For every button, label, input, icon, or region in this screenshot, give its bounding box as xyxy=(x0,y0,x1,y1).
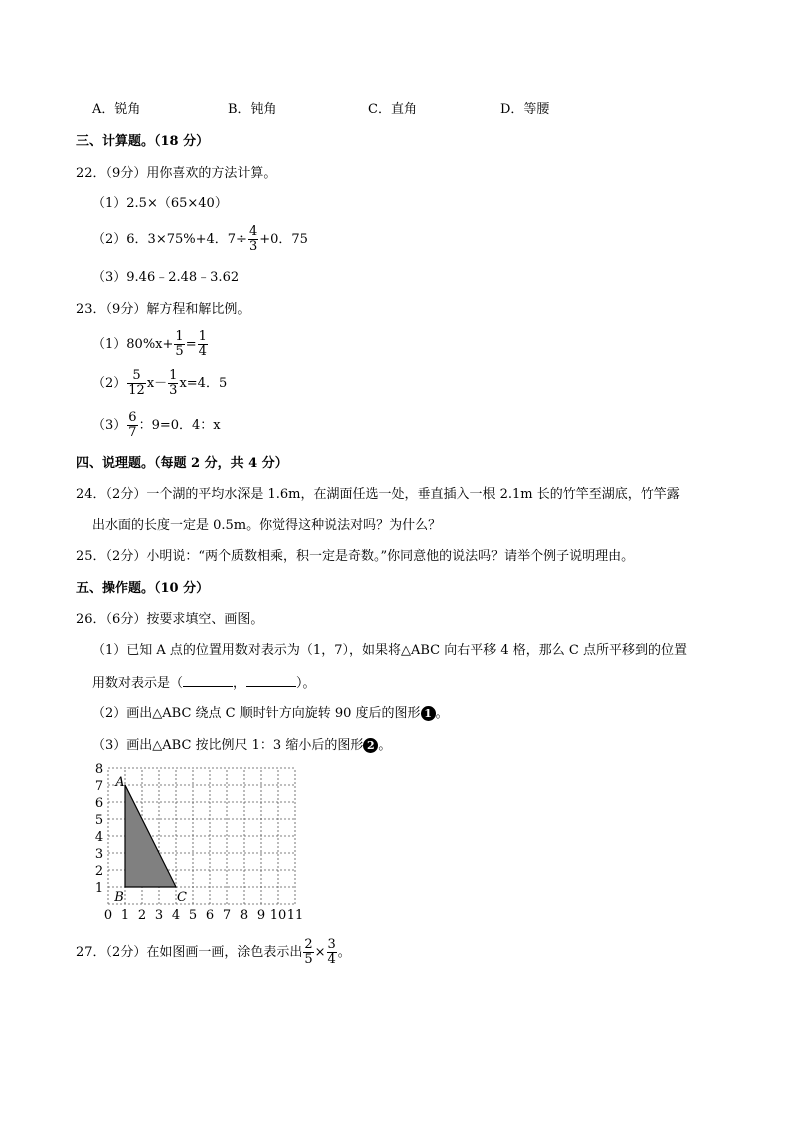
q26-part1-line1: （1）已知 A 点的位置用数对表示为（1，7），如果将△ABC 向右平移 4 格，那么 C 点所平移到的位置 xyxy=(92,643,687,658)
period: 。 xyxy=(378,738,392,753)
q26-part3 xyxy=(92,737,391,755)
q26-part2-text: （2）画出△ABC 绕点 C 顺时针方向旋转 90 度后的图形 xyxy=(92,706,421,721)
q23-part2-prefix: （2） xyxy=(92,376,127,391)
q23-part2 xyxy=(92,366,227,402)
answer-blank-y[interactable] xyxy=(246,674,296,687)
x-tick-label: 3 xyxy=(154,908,164,923)
q22-part1: （1）2.5×（65×40） xyxy=(92,196,228,211)
q23-part1-expr: 80%x+ xyxy=(126,337,174,352)
vertex-label-b: B xyxy=(114,890,124,905)
q27-suffix: 。 xyxy=(337,945,351,960)
circled-2-icon: 2 xyxy=(363,738,378,753)
y-tick-label: 1 xyxy=(94,881,104,896)
y-tick-label: 8 xyxy=(94,762,104,777)
q26-line2-suffix: ）。 xyxy=(296,676,316,691)
y-tick-label: 3 xyxy=(94,847,104,862)
q27-text xyxy=(76,935,351,971)
x-tick-label: 0 xyxy=(103,908,113,923)
fraction-denominator: 4 xyxy=(327,952,336,967)
x-tick-label: 5 xyxy=(188,908,198,923)
answer-blank-x[interactable] xyxy=(183,674,233,687)
fraction-denominator: 5 xyxy=(304,952,313,967)
fraction-denominator: 3 xyxy=(169,383,178,398)
q26-line2-prefix: 用数对表示是（ xyxy=(92,676,184,691)
x-tick-label: 11 xyxy=(286,908,304,923)
q22-part2-expr-b: +0．75 xyxy=(259,232,308,247)
vertex-label-c: C xyxy=(177,890,187,905)
x-tick-label: 10 xyxy=(269,908,287,923)
fraction-2-5 xyxy=(303,938,313,967)
q23-part3-prefix: （3） xyxy=(92,418,127,433)
x-tick-label: 9 xyxy=(256,908,266,923)
q23-part1 xyxy=(92,327,209,363)
fraction-numerator: 6 xyxy=(128,410,137,425)
fraction-denominator: 3 xyxy=(248,239,258,254)
fraction-denominator: 12 xyxy=(128,383,145,398)
q23-part2-end: x=4．5 xyxy=(179,376,228,391)
q26-stem: 26．（6分）按要求填空、画图。 xyxy=(76,612,264,627)
section-3-heading: 三、计算题。（18 分） xyxy=(76,134,210,149)
q22-part2-prefix: （2） xyxy=(92,232,127,247)
fraction-numerator: 1 xyxy=(198,329,207,344)
y-tick-label: 2 xyxy=(94,864,104,879)
q22-part2-expr-a: 6．3×75%+4．7÷ xyxy=(126,232,247,247)
fraction-6-7 xyxy=(127,411,137,440)
q26-part2 xyxy=(92,705,449,723)
circled-1-icon: 1 xyxy=(421,706,436,721)
fraction-numerator: 1 xyxy=(169,368,178,383)
fraction-4-3 xyxy=(248,225,258,254)
vertex-label-a: A xyxy=(115,775,125,790)
fraction-denominator: 4 xyxy=(198,344,207,359)
q23-part3-end: ：9=0．4：x xyxy=(138,418,221,433)
q23-part3 xyxy=(92,408,221,444)
option-a: A．锐角 xyxy=(92,102,141,117)
x-tick-label: 2 xyxy=(137,908,147,923)
x-tick-label: 7 xyxy=(222,908,232,923)
option-b: B．钝角 xyxy=(228,102,277,117)
option-c: C．直角 xyxy=(368,102,417,117)
x-tick-label: 4 xyxy=(171,908,181,923)
fraction-5-12 xyxy=(127,369,146,398)
y-tick-label: 4 xyxy=(94,830,104,845)
fraction-numerator: 1 xyxy=(175,329,184,344)
q22-stem: 22．（9分）用你喜欢的方法计算。 xyxy=(76,166,277,181)
q24-line2: 出水面的长度一定是 0.5m。你觉得这种说法对吗？为什么？ xyxy=(92,518,442,533)
q23-part1-prefix: （1） xyxy=(92,337,127,352)
q22-part3: （3）9.46﹣2.48﹣3.62 xyxy=(92,270,240,285)
q24-line1: 24．（2分）一个湖的平均水深是 1.6m，在湖面任选一处，垂直插入一根 2.1m 长的竹竿至湖底，竹竿露 xyxy=(76,487,680,502)
q25-text: 25．（2分）小明说：“两个质数相乘，积一定是奇数。”你同意他的说法吗？请举个例子说明理由。 xyxy=(76,549,635,564)
fraction-numerator: 3 xyxy=(327,937,336,952)
fraction-3-4 xyxy=(327,938,337,967)
q26-part3-text: （3）画出△ABC 按比例尺 1：3 缩小后的图形 xyxy=(92,738,364,753)
y-tick-label: 7 xyxy=(94,779,104,794)
fraction-denominator: 7 xyxy=(128,425,137,440)
q23-part2-mid: x－ xyxy=(146,376,168,391)
fraction-numerator: 2 xyxy=(304,937,313,952)
fraction-1-5 xyxy=(174,330,184,359)
comma: ， xyxy=(233,676,247,691)
q22-part2 xyxy=(92,222,308,258)
x-tick-label: 1 xyxy=(120,908,130,923)
times-sign: × xyxy=(314,945,326,960)
fraction-1-3 xyxy=(168,369,178,398)
option-d: D．等腰 xyxy=(500,102,550,117)
fraction-1-4 xyxy=(198,330,208,359)
q23-stem: 23．（9分）解方程和解比例。 xyxy=(76,302,251,317)
section-5-heading: 五、操作题。（10 分） xyxy=(76,581,210,596)
equals-sign: = xyxy=(185,337,197,352)
period: 。 xyxy=(435,706,449,721)
coordinate-grid xyxy=(80,758,320,928)
q27-prefix: 27．（2分）在如图画一画，涂色表示出 xyxy=(76,945,303,960)
fraction-numerator: 4 xyxy=(248,224,258,239)
y-tick-label: 5 xyxy=(94,813,104,828)
x-tick-label: 6 xyxy=(205,908,215,923)
q26-part1-line2 xyxy=(92,674,316,693)
y-tick-label: 6 xyxy=(94,796,104,811)
fraction-denominator: 5 xyxy=(175,344,184,359)
section-4-heading: 四、说理题。（每题 2 分，共 4 分） xyxy=(76,456,288,471)
x-tick-label: 8 xyxy=(239,908,249,923)
fraction-numerator: 5 xyxy=(127,369,146,384)
